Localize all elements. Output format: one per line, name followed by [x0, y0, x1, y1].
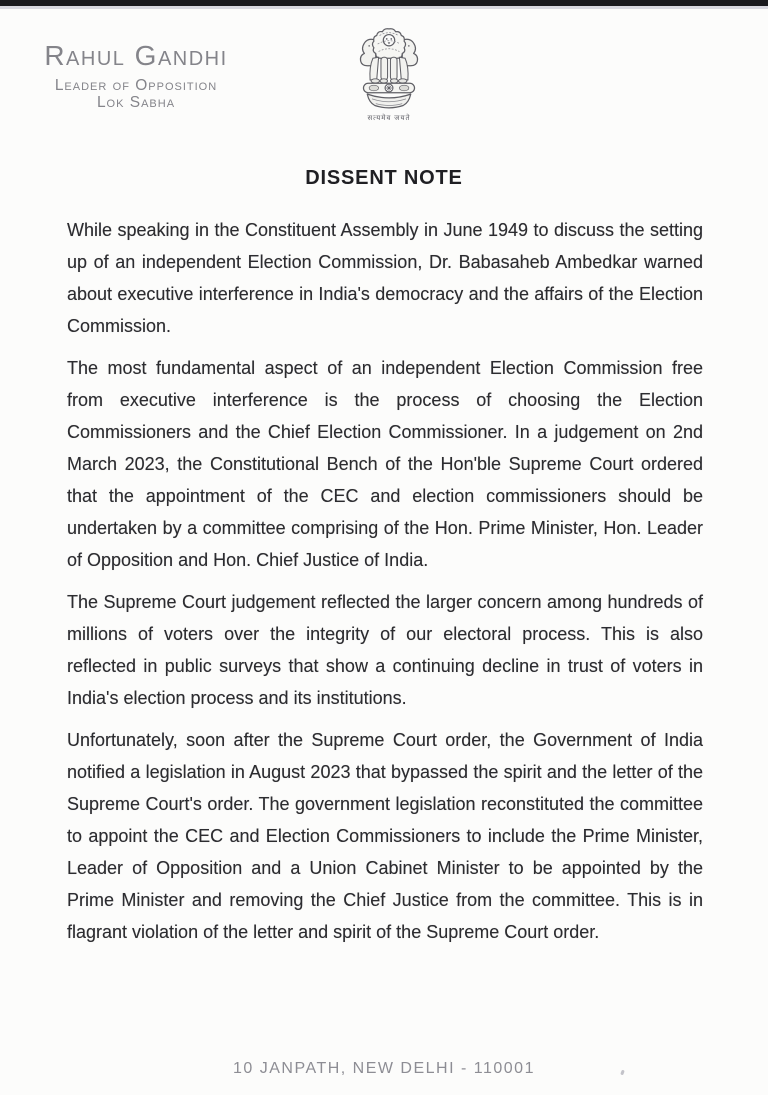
paragraph-2: The most fundamental aspect of an independent Election Commission free from executive interference is the process of choosing the Election Commissioners and the Chief Election Commissioner. In a judgement on 2nd March 2023, the Constitutional Bench of the Hon'ble Supreme Court ordered that the appointment of the CEC and election commissioners should be undertaken by a committee comprising of the Hon. Prime Minister, Hon. Leader of Opposition and Hon. Chief Justice of India. [67, 358, 703, 570]
letterhead-title: Leader of Opposition [54, 77, 218, 94]
emblem-motto: सत्यमेव जयते [367, 115, 411, 122]
letterhead-organization: Lok Sabha [96, 94, 176, 112]
letterhead-name: Rahul Gandhi [44, 40, 228, 71]
india-national-emblem-icon [350, 27, 428, 123]
paragraph-1: While speaking in the Constituent Assembly in June 1949 to discuss the setting up of an independent Election Commission, Dr. Babasaheb Ambedkar warned about executive interference in India's democracy and the affairs of the Election Commission. [67, 220, 703, 336]
top-edge-bar [0, 0, 768, 9]
letterhead [26, 42, 246, 111]
document-body [67, 214, 703, 958]
document-title: DISSENT NOTE [305, 167, 463, 189]
footer-address: 10 JANPATH, NEW DELHI - 110001 [233, 1060, 535, 1077]
paragraph-3: The Supreme Court judgement reflected the larger concern among hundreds of millions of voters over the integrity of our electoral process. This is also reflected in public surveys that show a continuing decline in trust of voters in India's election process and its institutions. [67, 592, 703, 708]
paragraph-4: Unfortunately, soon after the Supreme Court order, the Government of India notified a legislation in August 2023 that bypassed the spirit and the letter of the Supreme Court's order. The government legislation reconstituted the committee to appoint the CEC and Election Commissioners to include the Prime Minister, Leader of Opposition and a Union Cabinet Minister to be appointed by the Prime Minister and removing the Chief Justice from the committee. This is in flagrant violation of the letter and spirit of the Supreme Court order. [67, 730, 703, 942]
